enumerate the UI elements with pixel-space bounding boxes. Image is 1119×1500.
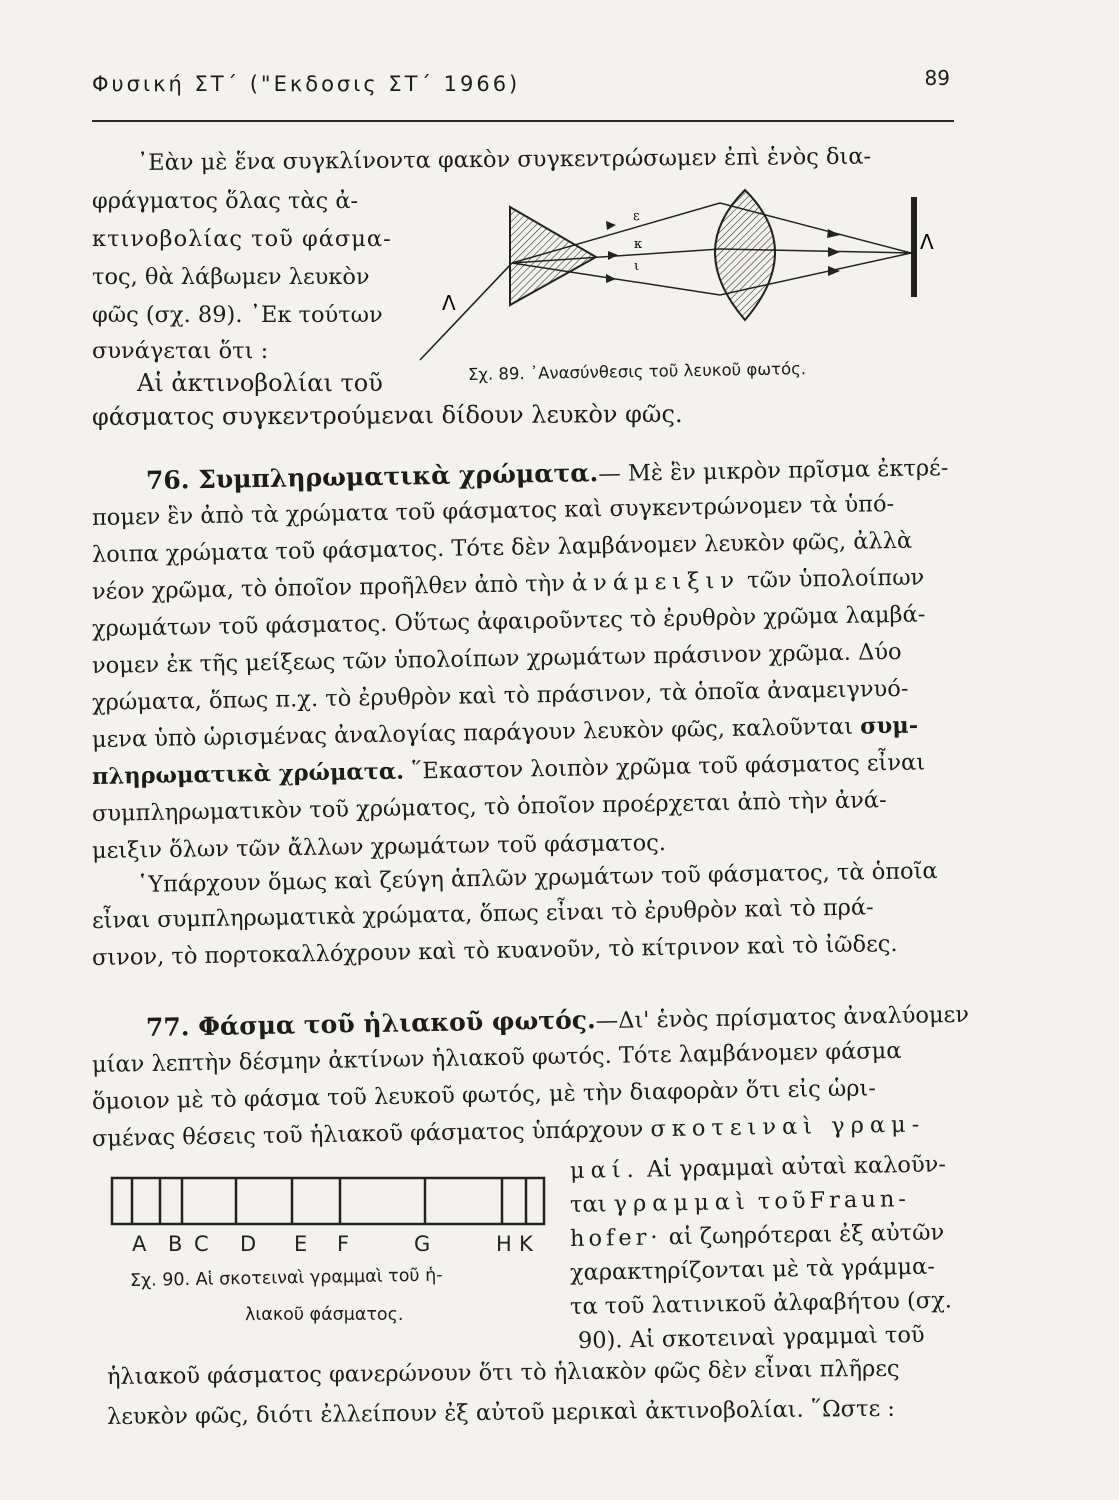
spectrum-box bbox=[112, 1178, 544, 1224]
section-76-line-2: πομεν ἓν ἀπὸ τὰ χρώματα τοῦ φάσματος καὶ συγκεντρώνομεν τὰ ὑπό- bbox=[91, 491, 895, 531]
letter-g: G bbox=[414, 1232, 431, 1256]
section-76-line-5: χρωμάτων τοῦ φάσματος. Οὕτως ἀφαιροῦντες τὸ ἐρυθρὸν χρῶμα λαμβά- bbox=[91, 601, 926, 642]
section-77-line-11: ἡλιακοῦ φάσματος φανερώνουν ὅτι τὸ ἡλιακὸν φῶς δὲν εἶναι πλῆρες bbox=[106, 1355, 900, 1390]
section-76-line-1: — Μὲ ἓν μικρὸν πρῖσμα ἐκτρέ- bbox=[597, 454, 949, 488]
label-epsilon: ε bbox=[633, 209, 640, 224]
section-76-line-4c: τῶν ὑπολοίπων bbox=[746, 564, 925, 594]
figure-89 bbox=[420, 185, 960, 385]
letter-f: F bbox=[337, 1232, 350, 1256]
intro-line-8: φάσματος συγκεντρούμεναι δίδουν λευκὸν φῶς. bbox=[91, 399, 683, 431]
arrow-1 bbox=[606, 221, 616, 230]
section-77-line-4b: σκοτειναὶ γραμ- bbox=[650, 1111, 926, 1143]
incident-ray bbox=[420, 263, 512, 360]
intro-line-2: φράγματος ὅλας τὰς ἀ- bbox=[92, 188, 359, 214]
section-76-line-3: λοιπα χρώματα τοῦ φάσματος. Τότε δὲν λαμβάνομεν λευκὸν φῶς, ἀλλὰ bbox=[91, 527, 913, 568]
intro-line-5: φῶς (σχ. 89). ᾿Εκ τούτων bbox=[92, 302, 383, 328]
running-title: Φυσική ΣΤ΄ ("Εκδοσις ΣΤ΄ 1966) bbox=[92, 72, 521, 96]
section-77-heading: 77. Φάσμα τοῦ ἡλιακοῦ φωτός. bbox=[145, 1005, 596, 1042]
section-76-line-9a: πληρωματικὰ χρώματα. bbox=[91, 758, 405, 790]
section-76-line-14: σινον, τὸ πορτοκαλλόχρουν καὶ τὸ κυανοῦν, τὸ κίτρινον καὶ τὸ ἰῶδες. bbox=[91, 930, 898, 971]
screen bbox=[911, 197, 917, 297]
section-76-line-13: εἶναι συμπληρωματικὰ χρώματα, ὅπως εἶναι τὸ ἐρυθρὸν καὶ τὸ πρά- bbox=[91, 894, 874, 934]
letter-a: A bbox=[132, 1232, 147, 1256]
figure-89-caption: Σχ. 89. ᾿Ανασύνθεσις τοῦ λευκοῦ φωτός. bbox=[467, 359, 807, 384]
section-77-line-5b: Αἱ γραμμαὶ αὐταὶ καλοῦν- bbox=[646, 1151, 947, 1183]
section-77-line-6a: ται bbox=[569, 1191, 607, 1218]
arrow-5 bbox=[828, 247, 840, 257]
section-77-line-5a: μαί. bbox=[569, 1156, 641, 1184]
arrow-3 bbox=[606, 274, 616, 283]
section-76-line-9b: ῞Εκαστον λοιπὸν χρῶμα τοῦ φάσματος εἶναι bbox=[410, 749, 926, 785]
intro-line-1: ᾿Εὰν μὲ ἕνα συγκλίνοντα φακὸν συγκεντρώσωμεν ἐπὶ ἑνὸς δια- bbox=[136, 143, 872, 176]
section-77-line-12: λευκὸν φῶς, διότι ἐλλείπουν ἐξ αὐτοῦ μερικαὶ ἀκτινοβολίαι. ῞Ωστε : bbox=[106, 1395, 896, 1430]
figure-90-caption-1: Σχ. 90. Αἱ σκοτειναὶ γραμμαὶ τοῦ ἡ- bbox=[129, 1265, 443, 1291]
arrow-6 bbox=[828, 266, 840, 276]
letter-d: D bbox=[240, 1232, 257, 1256]
section-77-line-6b: γραμμαὶ bbox=[613, 1188, 751, 1218]
section-76-line-7: χρώματα, ὅπως π.χ. τὸ ἐρυθρὸν καὶ τὸ πράσινον, τὰ ὁποῖα ἀναμειγνυό- bbox=[91, 675, 909, 716]
section-76-line-4a: νέον χρῶμα, τὸ ὁποῖον προῆλθεν ἀπὸ τὴν bbox=[91, 570, 566, 605]
page-header bbox=[92, 66, 954, 112]
section-76-line-8b: συμ- bbox=[859, 712, 919, 740]
section-76-line-10: συμπληρωματικὸν τοῦ χρώματος, τὸ ὁποῖον προέρχεται ἀπὸ τὴν ἀνά- bbox=[91, 787, 887, 827]
letter-e: E bbox=[294, 1232, 308, 1256]
section-77-line-7a: hofer· bbox=[569, 1224, 662, 1252]
letter-c: C bbox=[194, 1232, 209, 1256]
letter-h: H bbox=[496, 1232, 512, 1256]
label-lambda-right: Λ bbox=[920, 230, 934, 254]
section-76-line-6: νομεν ἐκ τῆς μείξεως τῶν ὑπολοίπων χρωμάτων πράσινον χρῶμα. Δύο bbox=[91, 638, 902, 679]
section-77-line-10: 90). Αἱ σκοτειναὶ γραμμαὶ τοῦ bbox=[577, 1321, 925, 1354]
figure-90-caption-2: λιακοῦ φάσματος. bbox=[245, 1305, 404, 1325]
intro-line-4: τος, θὰ λάβωμεν λευκὸν bbox=[92, 264, 370, 290]
letter-b: B bbox=[168, 1232, 183, 1256]
section-77-line-3: ὅμοιον μὲ τὸ φάσμα τοῦ λευκοῦ φωτός, μὲ τὴν διαφορὰν ὅτι εἰς ὡρι- bbox=[91, 1075, 877, 1115]
intro-line-7: Αἱ ἀκτινοβολίαι τοῦ bbox=[137, 369, 383, 397]
section-76-heading: 76. Συμπληρωματικὰ χρώματα. bbox=[145, 458, 599, 495]
section-77-line-9: τα τοῦ λατινικοῦ ἀλφαβήτου (σχ. bbox=[569, 1287, 953, 1320]
prism bbox=[510, 207, 596, 305]
section-76-line-12: ῾Υπάρχουν ὅμως καὶ ζεύγη ἁπλῶν χρωμάτων τοῦ φάσματος, τὰ ὁποῖα bbox=[136, 858, 938, 898]
arrow-2 bbox=[608, 251, 618, 260]
section-76-line-8a: μενα ὑπὸ ὡρισμένας ἀναλογίας παράγουν λευκὸν φῶς, καλοῦνται bbox=[91, 713, 854, 753]
intro-line-6: συνάγεται ὅτι : bbox=[92, 338, 269, 364]
label-lambda-left: Λ bbox=[442, 291, 456, 315]
section-77-line-1: —Δι' ἑνὸς πρίσματος ἀναλύομεν bbox=[595, 1001, 970, 1035]
label-kappa: κ bbox=[634, 237, 643, 252]
figure-90 bbox=[112, 1164, 552, 1256]
label-iota: ι bbox=[634, 259, 640, 274]
section-77-line-7b: αἱ ζωηρότεραι ἐξ αὐτῶν bbox=[668, 1219, 945, 1251]
section-77-line-4a: σμένας θέσεις τοῦ ἡλιακοῦ φάσματος ὑπάρχουν bbox=[91, 1116, 644, 1152]
section-77-line-8: χαρακτηρίζονται μὲ τὰ γράμμα- bbox=[569, 1253, 936, 1286]
header-rule bbox=[92, 120, 954, 122]
section-77-line-6c: τοῦ bbox=[757, 1187, 810, 1215]
section-76-line-11: μειξιν ὅλων τῶν ἄλλων χρωμάτων τοῦ φάσματος. bbox=[91, 829, 667, 864]
letter-k: K bbox=[519, 1232, 533, 1256]
section-77-line-6d: Fraun- bbox=[809, 1186, 911, 1214]
section-77-line-2: μίαν λεπτὴν δέσμην ἀκτίνων ἡλιακοῦ φωτός. Τότε λαμβάνομεν φάσμα bbox=[91, 1037, 902, 1078]
section-76-line-4b: ἀνάμειξιν bbox=[571, 567, 741, 597]
intro-line-3: κτινοβολίας τοῦ φάσμα- bbox=[92, 226, 392, 252]
page-number: 89 bbox=[924, 66, 950, 90]
